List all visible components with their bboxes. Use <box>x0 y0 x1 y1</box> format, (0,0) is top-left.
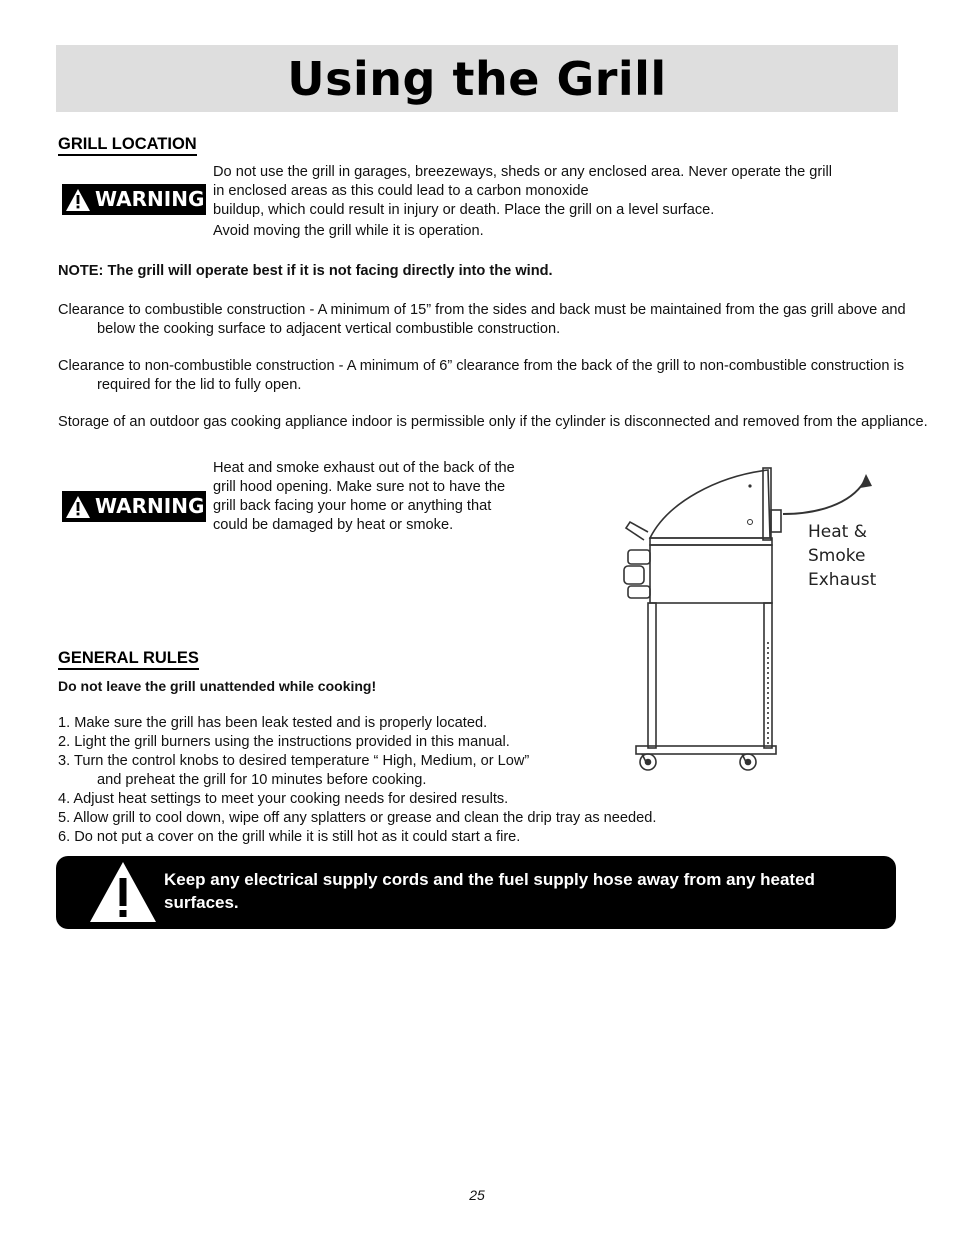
title-bar <box>56 45 898 112</box>
exhaust-label-line: Exhaust <box>808 570 877 590</box>
page-title: Using the Grill <box>287 52 667 106</box>
warning-triangle-icon <box>65 495 91 519</box>
warning-line: in enclosed areas as this could lead to a carbon monoxide <box>213 183 589 199</box>
warning-label: WARNING <box>95 494 205 518</box>
clearance-noncombustible-text: Clearance to non-combustible construction - A minimum of 6” clearance from the back of the grill to non-combustible construction is required for the lid to fully open. <box>58 358 905 393</box>
page-number: 25 <box>469 1187 485 1203</box>
warning-badge <box>62 184 206 215</box>
general-rules-list <box>58 714 898 847</box>
general-rules-heading: GENERAL RULES <box>58 648 199 670</box>
clearance-combustible-text: Clearance to combustible construction - A minimum of 15” from the sides and back must be maintained from the gas grill above and below the cooking surface to adjacent vertical combustible construction. <box>58 302 906 337</box>
list-item: 3. Turn the control knobs to desired temperature “ High, Medium, or Low” <box>58 753 530 769</box>
list-item: and preheat the grill for 10 minutes before cooking. <box>97 772 427 788</box>
list-item: 2. Light the grill burners using the instructions provided in this manual. <box>58 734 510 750</box>
warning-text-exhaust: Heat and smoke exhaust out of the back of the grill hood opening. Make sure not to have the grill back facing your home or anything that could be damaged by heat or smoke. <box>213 460 515 533</box>
warning-label: WARNING <box>95 187 205 211</box>
warning-triangle-icon <box>65 188 91 212</box>
general-rules-intro: Do not leave the grill unattended while cooking! <box>58 678 377 694</box>
list-item: 1. Make sure the grill has been leak tested and is properly located. <box>58 715 488 731</box>
hose-warning-callout <box>56 856 896 929</box>
grill-location-heading: GRILL LOCATION <box>58 134 197 156</box>
exhaust-label <box>808 520 888 592</box>
warning-line: buildup, which could result in injury or death. Place the grill on a level surface. <box>213 202 715 218</box>
callout-text: Keep any electrical supply cords and the fuel supply hose away from any heated surfaces. <box>164 870 815 912</box>
list-item: 5. Allow grill to cool down, wipe off any splatters or grease and clean the drip tray as needed. <box>58 810 657 826</box>
warning-text-enclosed <box>213 163 903 241</box>
warning-badge-exhaust <box>62 491 206 522</box>
exhaust-label-line: Smoke <box>808 546 866 566</box>
exhaust-label-line: Heat & <box>808 522 867 542</box>
list-item: 4. Adjust heat settings to meet your cooking needs for desired results. <box>58 791 509 807</box>
list-item: 6. Do not put a cover on the grill while it is still hot as it could start a fire. <box>58 829 521 845</box>
warning-line: Do not use the grill in garages, breezeways, sheds or any enclosed area. Never operate the grill <box>213 164 832 180</box>
storage-text: Storage of an outdoor gas cooking appliance indoor is permissible only if the cylinder is disconnected and removed from the appliance. <box>58 414 928 430</box>
wind-note: NOTE: The grill will operate best if it is not facing directly into the wind. <box>58 263 553 279</box>
warning-line: Avoid moving the grill while it is operation. <box>213 223 484 239</box>
exclamation-triangle-icon <box>88 860 158 924</box>
